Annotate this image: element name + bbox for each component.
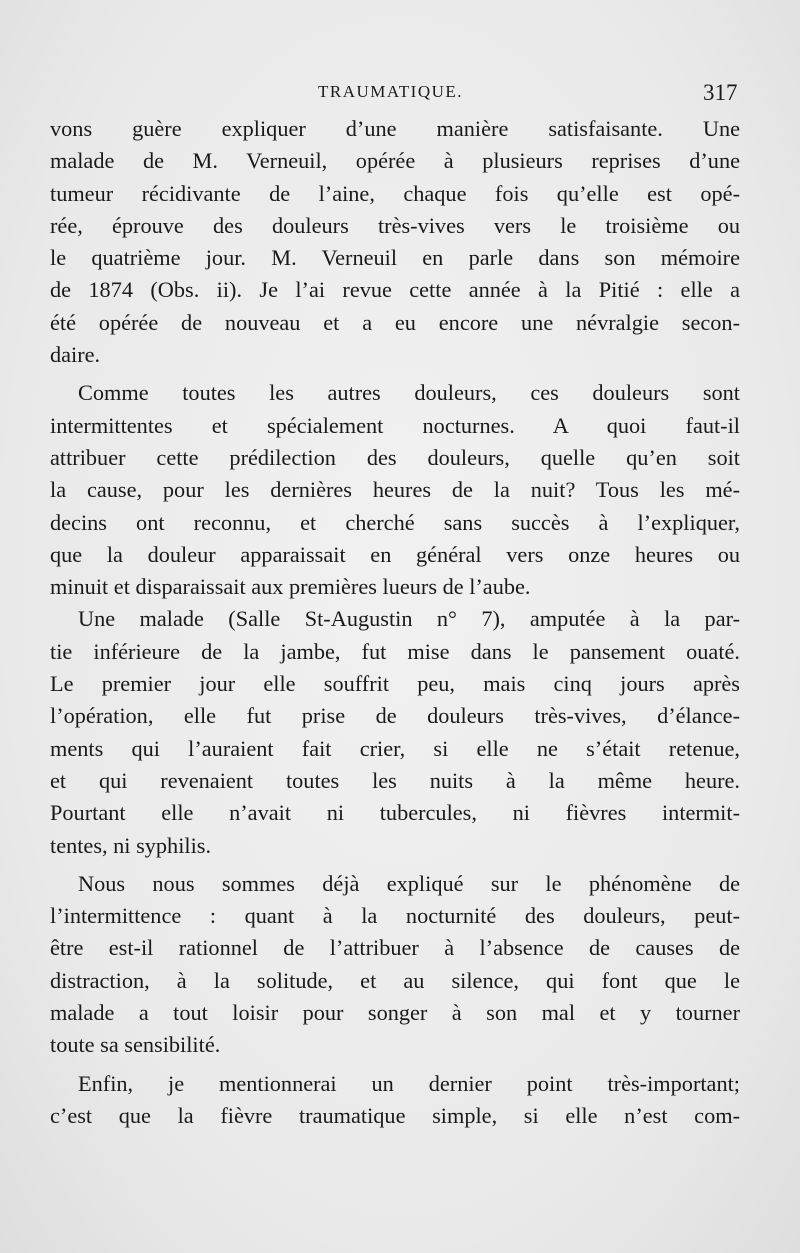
text-line: ments qui l’auraient fait crier, si elle ne s’était retenue, bbox=[50, 735, 740, 761]
text-line: l’opération, elle fut prise de douleurs très-vives, d’élance- bbox=[50, 703, 740, 729]
text-line: Une malade (Salle St-Augustin n° 7), amputée à la par- bbox=[78, 606, 740, 632]
running-head: TRAUMATIQUE. bbox=[318, 82, 464, 101]
body-text bbox=[50, 113, 740, 1132]
text-line: Comme toutes les autres douleurs, ces douleurs sont bbox=[78, 380, 740, 406]
text-line: tumeur récidivante de l’aine, chaque fois qu’elle est opé- bbox=[50, 180, 740, 206]
page-number: 317 bbox=[703, 80, 738, 105]
text-line: malade a tout loisir pour songer à son mal et y tourner bbox=[50, 1000, 740, 1026]
text-line: été opérée de nouveau et a eu encore une névralgie secon- bbox=[50, 309, 740, 335]
text-line: decins ont reconnu, et cherché sans succès à l’expliquer, bbox=[50, 509, 740, 535]
text-line: daire. bbox=[50, 342, 101, 368]
text-line: c’est que la fièvre traumatique simple, si elle n’est com- bbox=[50, 1102, 740, 1128]
paragraph bbox=[50, 1068, 740, 1133]
text-line: tentes, ni syphilis. bbox=[50, 832, 212, 858]
text-line: distraction, à la solitude, et au silence, qui font que le bbox=[50, 967, 740, 993]
text-line: Le premier jour elle souffrit peu, mais cinq jours après bbox=[50, 671, 740, 697]
text-line: tie inférieure de la jambe, fut mise dans le pansement ouaté. bbox=[50, 638, 740, 664]
text-line: Enfin, je mentionnerai un dernier point très-important; bbox=[78, 1070, 740, 1096]
paragraph bbox=[50, 868, 740, 1062]
paragraph bbox=[50, 113, 740, 371]
text-line: et qui revenaient toutes les nuits à la même heure. bbox=[50, 767, 740, 793]
text-line: Nous nous sommes déjà expliqué sur le phénomène de bbox=[78, 870, 740, 896]
text-line: intermittentes et spécialement nocturnes. A quoi faut-il bbox=[50, 412, 740, 438]
paragraph bbox=[50, 603, 740, 861]
text-line: minuit et disparaissait aux premières lueurs de l’aube. bbox=[50, 574, 531, 600]
text-line: que la douleur apparaissait en général vers onze heures ou bbox=[50, 541, 740, 567]
text-line: le quatrième jour. M. Verneuil en parle dans son mémoire bbox=[50, 245, 740, 271]
text-line: rée, éprouve des douleurs très-vives vers le troisième ou bbox=[50, 212, 740, 238]
text-line: malade de M. Verneuil, opérée à plusieurs reprises d’une bbox=[50, 148, 740, 174]
paragraph bbox=[50, 377, 740, 603]
text-line: Pourtant elle n’avait ni tubercules, ni fièvres intermit- bbox=[50, 800, 740, 826]
text-line: de 1874 (Obs. ii). Je l’ai revue cette année à la Pitié : elle a bbox=[50, 277, 740, 303]
text-line: toute sa sensibilité. bbox=[50, 1032, 221, 1058]
text-line: attribuer cette prédilection des douleurs, quelle qu’en soit bbox=[50, 444, 740, 470]
text-line: la cause, pour les dernières heures de la nuit? Tous les mé- bbox=[50, 477, 740, 503]
text-line: vons guère expliquer d’une manière satisfaisante. Une bbox=[50, 116, 740, 141]
text-line: l’intermittence : quant à la nocturnité des douleurs, peut- bbox=[50, 903, 740, 929]
text-line: être est-il rationnel de l’attribuer à l’absence de causes de bbox=[50, 935, 740, 961]
